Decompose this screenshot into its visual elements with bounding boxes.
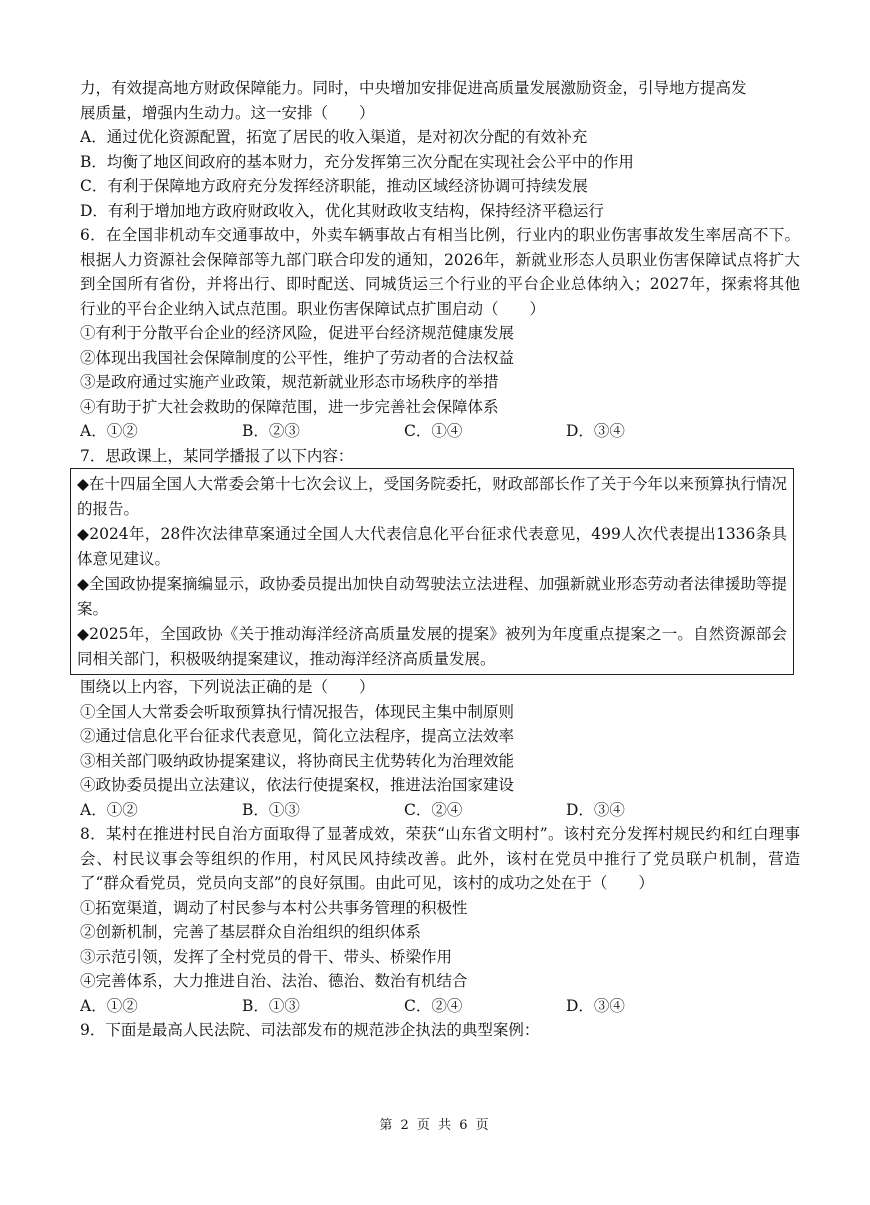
- exam-page: [77, 76, 800, 1043]
- q8-option-d: D．③④: [566, 996, 625, 1015]
- q5-stem-line-2: 展质量，增强内生动力。这一安排（ ）: [80, 103, 375, 122]
- question-8: [80, 822, 800, 1018]
- q7-stem: 7．思政课上，某同学播报了以下内容：: [80, 446, 354, 465]
- q8-option-c: C．②④: [404, 996, 463, 1015]
- q8-options: [80, 994, 800, 1019]
- q8-statement-1: ①拓宽渠道，调动了村民参与本村公共事务管理的积极性: [80, 898, 468, 917]
- q7-statement-2: ②通过信息化平台征求代表意见，简化立法程序，提高立法效率: [80, 727, 515, 745]
- q6-statement-3: ③是政府通过实施产业政策，规范新就业形态市场秩序的举措: [80, 373, 499, 391]
- q9-stem: 9．下面是最高人民法院、司法部发布的规范涉企执法的典型案例：: [80, 1021, 540, 1039]
- page-footer: 第 2 页 共 6 页: [379, 1118, 491, 1133]
- question-7: [77, 444, 800, 823]
- q6-option-b: B．②③: [242, 422, 300, 440]
- q7-statement-3: ③相关部门吸纳政协提案建议，将协商民主优势转化为治理效能: [80, 751, 515, 770]
- q8-option-a: A．①②: [80, 996, 138, 1015]
- q7-material-2: ◆2024年，28件次法律草案通过全国人大代表信息化平台征求代表意见，499人次代表提出1336条具体意见建议。: [77, 525, 787, 568]
- q7-statement-1: ①全国人大常委会听取预算执行情况报告，体现民主集中制原则: [80, 702, 515, 721]
- q7-option-c: C．②④: [404, 800, 463, 819]
- q8-option-b: B．①③: [242, 996, 300, 1015]
- q7-option-a: A．①②: [80, 800, 138, 819]
- q7-material-3: ◆全国政协提案摘编显示，政协委员提出加快自动驾驶法立法进程、加强新就业形态劳动者法律援助等提案。: [77, 575, 787, 618]
- q7-question: 围绕以上内容，下列说法正确的是（ ）: [80, 678, 375, 696]
- q6-option-d: D．③④: [566, 422, 625, 440]
- q7-option-d: D．③④: [566, 800, 625, 819]
- q5-option-b: B．均衡了地区间政府的基本财力，充分发挥第三次分配在实现社会公平中的作用: [80, 152, 634, 171]
- q5-option-a: A．通过优化资源配置，拓宽了居民的收入渠道，是对初次分配的有效补充: [80, 128, 588, 146]
- q8-statement-4: ④完善体系，大力推进自治、法治、德治、数治有机结合: [80, 972, 468, 990]
- q6-statement-1: ①有利于分散平台企业的经济风险，促进平台经济规范健康发展: [80, 324, 515, 342]
- q8-statement-3: ③示范引领，发挥了全村党员的骨干、带头、桥梁作用: [80, 947, 453, 966]
- q7-statement-4: ④政协委员提出立法建议，依法行使提案权，推进法治国家建设: [80, 776, 515, 794]
- q6-statement-4: ④有助于扩大社会救助的保障范围，进一步完善社会保障体系: [80, 397, 499, 416]
- q6-stem: 6．在全国非机动车交通事故中，外卖车辆事故占有相当比例，行业内的职业伤害事故发生率居高不下。根据人力资源社会保障部等九部门联合印发的通知，2026年，新就业形态人员职业伤害保障试点将扩大到全国所有省份，并将出行、即时配送、同城货运三个行业的平台企业总体纳入；2027年，探索将其他行业的平台企业纳入试点范围。职业伤害保障试点扩围启动（ ）: [80, 226, 800, 318]
- question-6: [80, 223, 800, 444]
- q6-statement-2: ②体现出我国社会保障制度的公平性，维护了劳动者的合法权益: [80, 348, 515, 367]
- q6-options: [80, 419, 800, 444]
- q6-option-c: C．①④: [404, 422, 463, 440]
- question-9: [80, 1018, 800, 1043]
- q7-material-box: [70, 468, 794, 675]
- q7-options: [80, 798, 800, 823]
- q7-option-b: B．①③: [242, 800, 300, 819]
- q7-material-1: ◆在十四届全国人大常委会第十七次会议上，受国务院委托，财政部部长作了关于今年以来预算执行情况的报告。: [77, 475, 787, 518]
- q5-option-d: D．有利于增加地方政府财政收入，优化其财政收支结构，保持经济平稳运行: [80, 201, 604, 220]
- q8-statement-2: ②创新机制，完善了基层群众自治组织的组织体系: [80, 923, 422, 941]
- q5-stem-line-1: 力，有效提高地方财政保障能力。同时，中央增加安排促进高质量发展激励资金，引导地方提高发: [80, 79, 747, 97]
- question-5-continuation: [80, 76, 800, 223]
- q7-material-4: ◆2025年，全国政协《关于推动海洋经济高质量发展的提案》被列为年度重点提案之一。自然资源部会同相关部门，积极吸纳提案建议，推动海洋经济高质量发展。: [77, 625, 787, 668]
- q6-option-a: A．①②: [80, 422, 138, 440]
- q8-stem: 8．某村在推进村民自治方面取得了显著成效，荣获“山东省文明村”。该村充分发挥村规民约和红白理事会、村民议事会等组织的作用，村风民风持续改善。此外，该村在党员中推行了党员联户机制，营造了“群众看党员，党员向支部”的良好氛围。由此可见，该村的成功之处在于（ ）: [80, 825, 800, 892]
- q5-option-c: C．有利于保障地方政府充分发挥经济职能，推动区域经济协调可持续发展: [80, 177, 588, 195]
